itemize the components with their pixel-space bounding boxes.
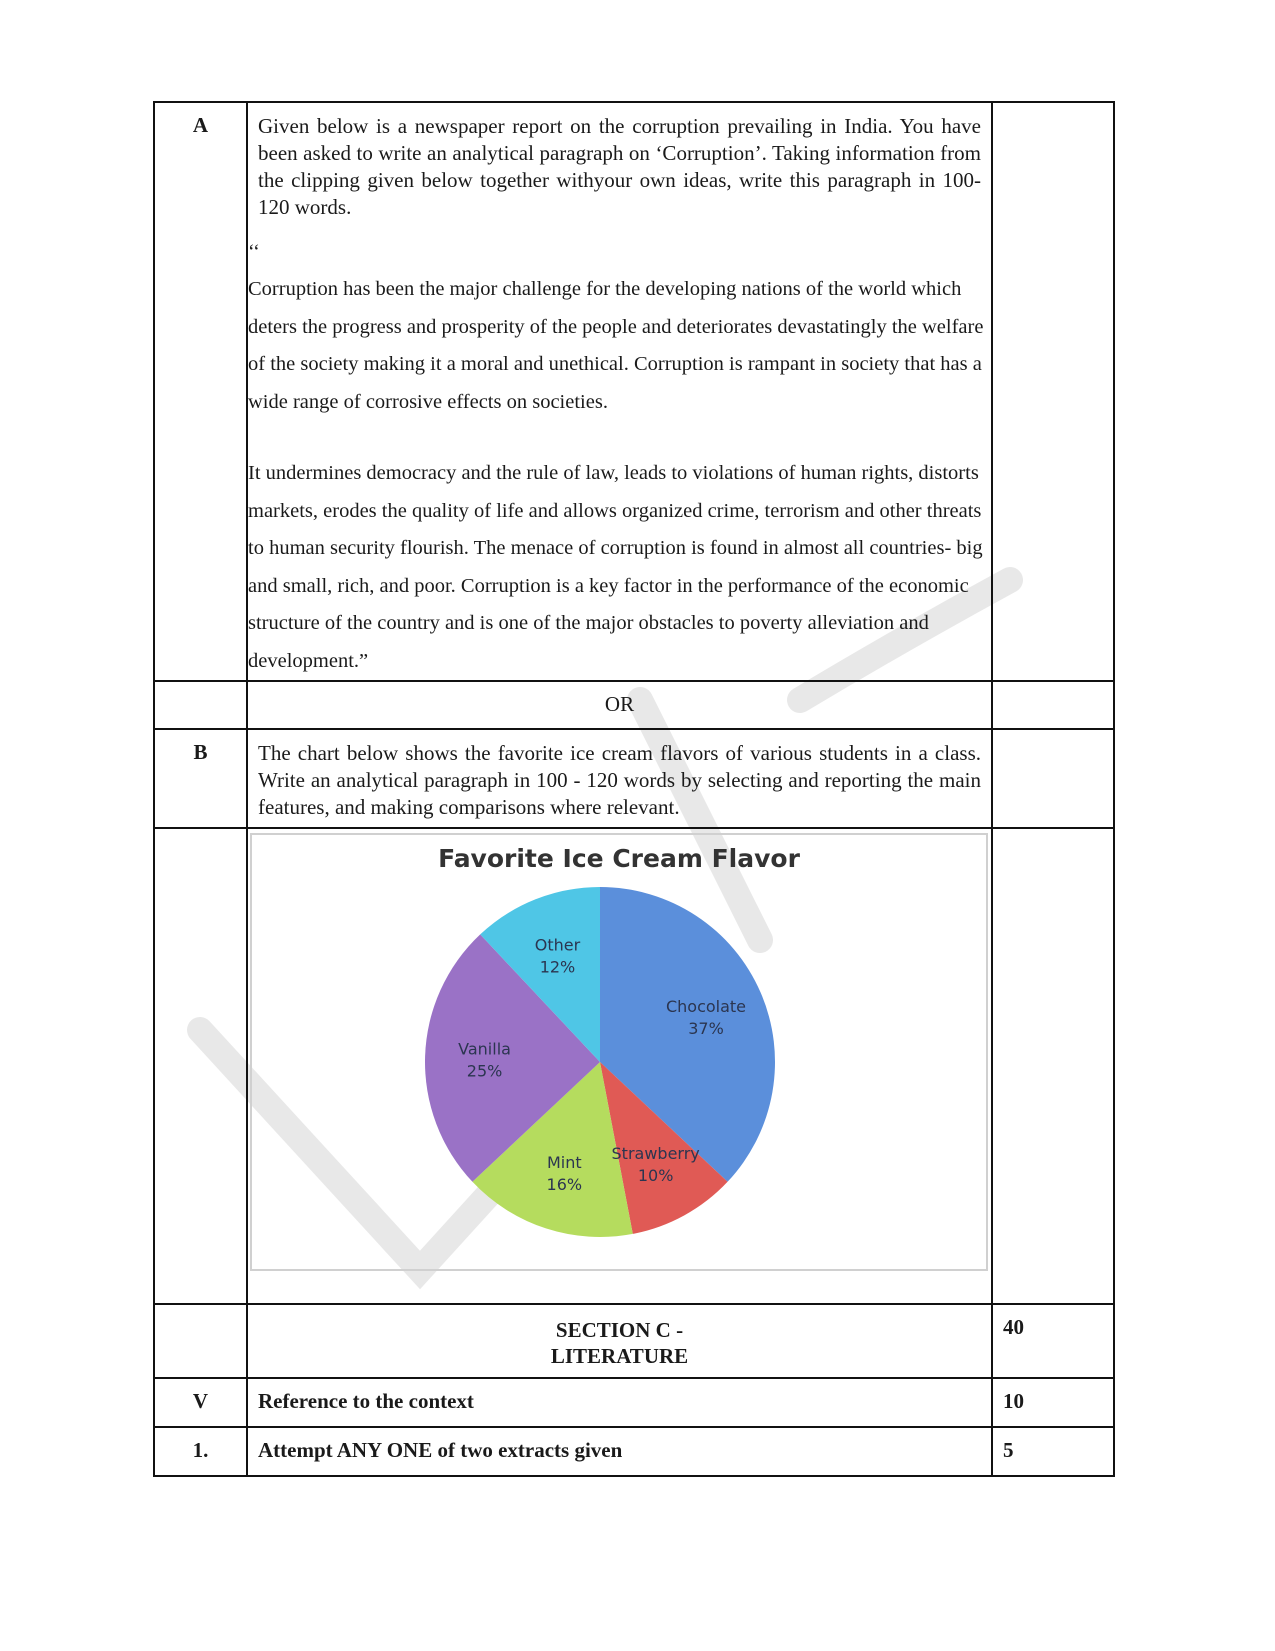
pie-value-chocolate: 37% xyxy=(688,1019,724,1039)
row-a-instruction: Given below is a newspaper report on the corruption prevailing in India. You have been asked to write an analytical paragraph on ‘Corruption’. Taking information from the clipping given below together withyour own ideas, write this paragraph in 100-120 words. xyxy=(258,114,981,219)
row-v-text: Reference to the context xyxy=(247,1378,992,1427)
row-1-text: Attempt ANY ONE of two extracts given xyxy=(247,1427,992,1476)
pie-label-mint: Mint xyxy=(546,1152,582,1172)
pie-chart xyxy=(252,835,986,1269)
row-b-label: B xyxy=(154,729,247,828)
pie-value-vanilla: 25% xyxy=(466,1061,503,1081)
pie-label-other: Other xyxy=(534,935,581,955)
row-chart xyxy=(154,828,1114,1304)
section-heading xyxy=(247,1304,992,1378)
row-chart-label xyxy=(154,828,247,1304)
chart-title: Favorite Ice Cream Flavor xyxy=(438,844,800,873)
row-1-label: 1. xyxy=(154,1427,247,1476)
section-heading-line1: SECTION C - xyxy=(555,1318,684,1342)
question-table xyxy=(153,101,1115,1477)
pie-value-strawberry: 10% xyxy=(637,1166,674,1186)
row-b xyxy=(154,729,1114,828)
quote-open-mark: ‘‘ xyxy=(248,241,260,263)
row-section xyxy=(154,1304,1114,1378)
row-v-marks: 10 xyxy=(992,1378,1114,1427)
pie-value-mint: 16% xyxy=(546,1174,583,1194)
row-or-label xyxy=(154,681,247,729)
pie-label-vanilla: Vanilla xyxy=(458,1039,511,1059)
row-a xyxy=(154,102,1114,681)
quote-paragraph-2: It undermines democracy and the rule of law, leads to violations of human rights, distorts markets, erodes the quality of life and allows organized crime, terrorism and other threats to human security flourish. The menace of corruption is found in almost all countries- big and small, rich, and poor. Corruption is a key factor in the performance of the economic structure of the country and is one of the major obstacles to poverty alleviation and development.” xyxy=(248,462,983,672)
or-text: OR xyxy=(247,681,992,729)
row-v-label: V xyxy=(154,1378,247,1427)
row-or xyxy=(154,681,1114,729)
pie-label-strawberry: Strawberry xyxy=(611,1144,700,1164)
section-heading-line2: LITERATURE xyxy=(550,1344,689,1368)
row-a-label: A xyxy=(154,102,247,681)
row-b-marks xyxy=(992,729,1114,828)
quote-paragraph-1: Corruption has been the major challenge for the developing nations of the world which deters the progress and prosperity of the people and deteriorates devastatingly the welfare of the society making it a moral and unethical. Corruption is rampant in society that has a wide range of corrosive effects on societies. xyxy=(248,278,984,413)
row-1 xyxy=(154,1427,1114,1476)
row-b-instruction: The chart below shows the favorite ice cream flavors of various students in a class. Write an analytical paragraph in 100 - 120 words by selecting and reporting the main features, and making comparisons where relevant. xyxy=(247,729,992,828)
row-section-label xyxy=(154,1304,247,1378)
row-or-marks xyxy=(992,681,1114,729)
row-chart-marks xyxy=(992,828,1114,1304)
section-marks: 40 xyxy=(992,1304,1114,1378)
row-v xyxy=(154,1378,1114,1427)
row-1-marks: 5 xyxy=(992,1427,1114,1476)
chart-frame xyxy=(250,833,988,1271)
pie-value-other: 12% xyxy=(539,957,576,977)
row-a-content xyxy=(247,102,992,681)
chart-cell xyxy=(247,828,992,1304)
row-a-marks xyxy=(992,102,1114,681)
pie-label-chocolate: Chocolate xyxy=(665,997,747,1017)
